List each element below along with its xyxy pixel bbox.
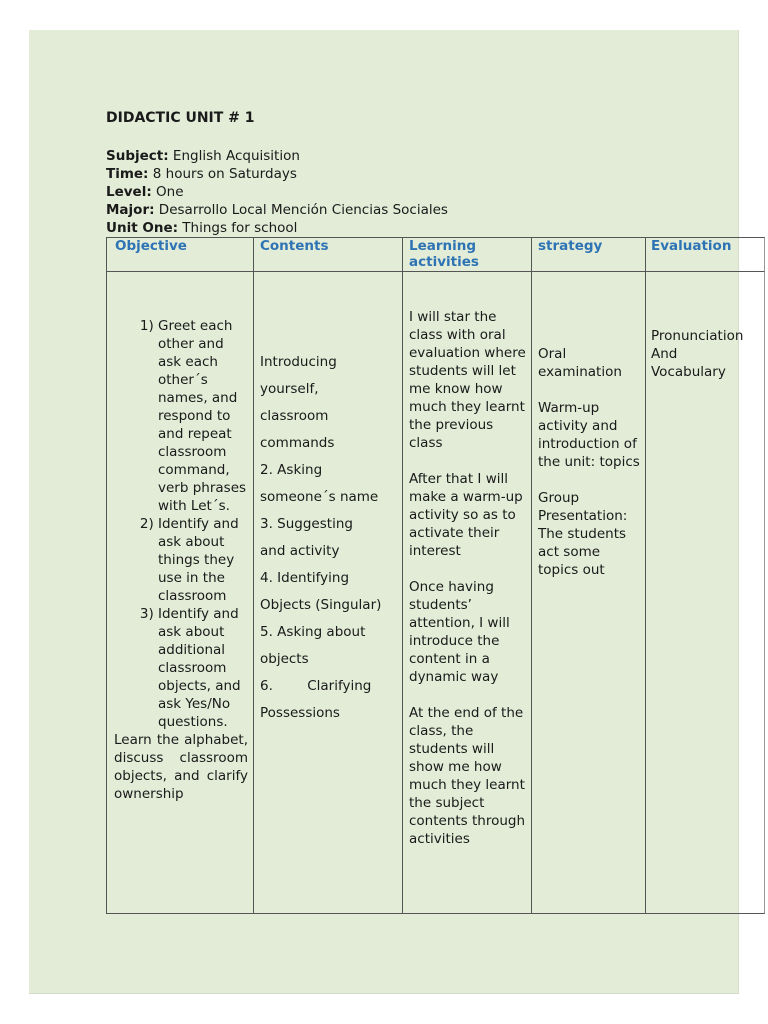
column-divider bbox=[402, 238, 403, 272]
column-divider bbox=[402, 272, 403, 913]
meta-major bbox=[106, 201, 448, 219]
header-contents: Contents bbox=[260, 238, 329, 254]
unit-meta bbox=[106, 147, 448, 237]
contents-line: commands bbox=[260, 435, 335, 451]
meta-time-value: 8 hours on Saturdays bbox=[148, 166, 297, 182]
objective-cell bbox=[114, 317, 248, 803]
meta-major-value: Desarrollo Local Mención Ciencias Sociales bbox=[154, 202, 448, 218]
meta-level-value: One bbox=[151, 184, 184, 200]
strategy-paragraph: Warm-up activity and introduction of the unit: topics bbox=[538, 400, 640, 470]
header-strategy: strategy bbox=[538, 238, 603, 254]
objective-list bbox=[114, 317, 248, 731]
contents-line: Objects (Singular) bbox=[260, 597, 382, 613]
evaluation-line: Pronunciation bbox=[651, 328, 744, 344]
contents-line: classroom bbox=[260, 408, 329, 424]
activity-paragraph: Once having students’ attention, I will introduce the content in a dynamic way bbox=[409, 579, 510, 685]
contents-line: yourself, bbox=[260, 381, 319, 397]
contents-line: Introducing bbox=[260, 354, 337, 370]
strategy-paragraph: Group Presentation: The students act some topics out bbox=[538, 490, 628, 578]
column-divider bbox=[531, 238, 532, 272]
header-objective: Objective bbox=[115, 238, 187, 254]
contents-line: 2. Asking bbox=[260, 462, 323, 478]
strategy-cell bbox=[538, 345, 642, 579]
contents-line: someone´s name bbox=[260, 489, 379, 505]
activity-paragraph: After that I will make a warm-up activity so as to activate their interest bbox=[409, 471, 523, 559]
contents-line: 5. Asking about bbox=[260, 624, 366, 640]
column-divider bbox=[645, 272, 646, 913]
meta-subject bbox=[106, 147, 448, 165]
table-header-row bbox=[106, 237, 765, 272]
unit-title: DIDACTIC UNIT # 1 bbox=[106, 110, 255, 126]
meta-unit-value: Things for school bbox=[178, 220, 298, 236]
objective-item: 3. Identify and ask about additional classroom objects, and ask Yes/No questions. bbox=[158, 605, 248, 731]
meta-level bbox=[106, 183, 448, 201]
meta-unit-label: Unit One: bbox=[106, 220, 178, 236]
contents-line: 6. Clarifying bbox=[260, 678, 372, 694]
activity-paragraph: I will star the class with oral evaluation where students will let me know how much they learnt the previous class bbox=[409, 309, 526, 451]
contents-line: Possessions bbox=[260, 705, 340, 721]
column-divider bbox=[253, 272, 254, 913]
meta-unit bbox=[106, 219, 448, 237]
contents-line: and activity bbox=[260, 543, 340, 559]
contents-line: objects bbox=[260, 651, 309, 667]
meta-subject-label: Subject: bbox=[106, 148, 169, 164]
contents-line: 3. Suggesting bbox=[260, 516, 353, 532]
objective-item: 1. Greet each other and ask each other´s names, and respond to and repeat classroom command, verb phrases with Let´s. bbox=[158, 317, 248, 515]
objective-closing: Learn the alphabet, discuss classroom objects, and clarify ownership bbox=[114, 732, 248, 802]
column-divider bbox=[531, 272, 532, 913]
learning-activities-cell bbox=[409, 308, 527, 848]
objective-item: 2. Identify and ask about things they use in the classroom bbox=[158, 515, 248, 605]
table-body-row bbox=[106, 272, 765, 914]
column-divider bbox=[253, 238, 254, 272]
meta-time-label: Time: bbox=[106, 166, 149, 182]
meta-time bbox=[106, 165, 448, 183]
evaluation-line: And bbox=[651, 346, 678, 362]
meta-level-label: Level: bbox=[106, 184, 152, 200]
activity-paragraph: At the end of the class, the students will show me how much they learnt the subject contents through activities bbox=[409, 705, 526, 847]
header-evaluation: Evaluation bbox=[651, 238, 732, 254]
meta-subject-value: English Acquisition bbox=[168, 148, 300, 164]
evaluation-line: Vocabulary bbox=[651, 364, 726, 380]
strategy-paragraph: Oral examination bbox=[538, 346, 622, 380]
contents-line: 4. Identifying bbox=[260, 570, 350, 586]
meta-major-label: Major: bbox=[106, 202, 155, 218]
contents-cell bbox=[260, 349, 399, 727]
column-divider bbox=[645, 238, 646, 272]
header-learning-activities: Learning activities bbox=[409, 238, 479, 270]
evaluation-cell bbox=[651, 327, 763, 381]
